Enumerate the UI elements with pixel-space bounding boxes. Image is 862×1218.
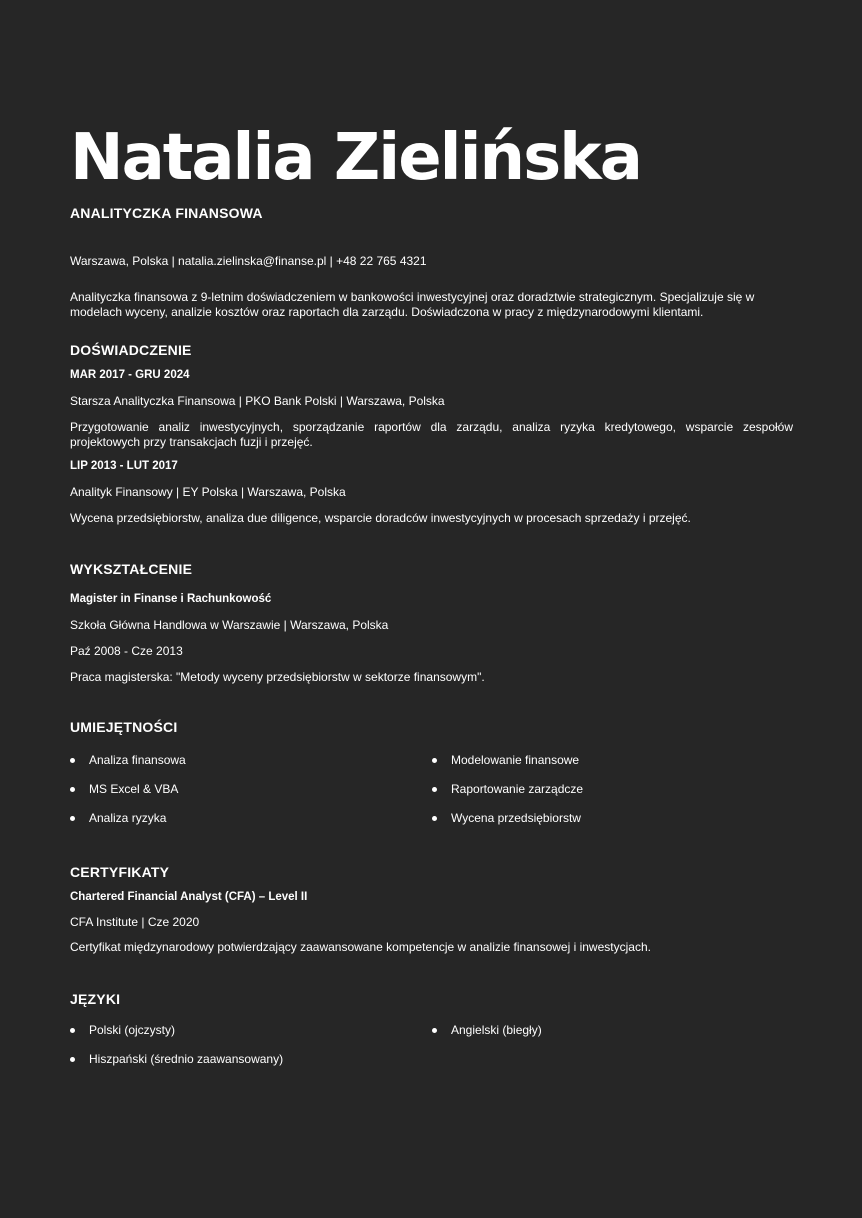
experience-entry bbox=[70, 459, 793, 526]
skill-item bbox=[432, 753, 793, 768]
certificate-issuer: CFA Institute | Cze 2020 bbox=[70, 915, 200, 929]
skill-label: MS Excel & VBA bbox=[89, 782, 179, 796]
section-title-skills: UMIEJĘTNOŚCI bbox=[70, 719, 178, 735]
languages-section bbox=[70, 990, 793, 1067]
education-section bbox=[70, 560, 793, 685]
certificate-name: Chartered Financial Analyst (CFA) – Level II bbox=[70, 891, 308, 903]
certificate-description: Certyfikat międzynarodowy potwierdzający zaawansowane kompetencje w analizie finansowej i inwestycjach. bbox=[70, 940, 651, 954]
bullet-icon bbox=[432, 758, 437, 763]
education-degree: Magister in Finanse i Rachunkowość bbox=[70, 593, 272, 605]
language-item bbox=[70, 1052, 432, 1067]
job-title: ANALITYCZKA FINANSOWA bbox=[70, 205, 263, 221]
skill-label: Wycena przedsiębiorstw bbox=[451, 811, 581, 825]
experience-dates: LIP 2013 - LUT 2017 bbox=[70, 460, 178, 472]
education-dates: Paź 2008 - Cze 2013 bbox=[70, 644, 183, 658]
section-title-certificates: CERTYFIKATY bbox=[70, 864, 170, 880]
experience-role: Analityk Finansowy | EY Polska | Warszawa, Polska bbox=[70, 485, 346, 499]
experience-description: Przygotowanie analiz inwestycyjnych, sporządzanie raportów dla zarządu, analiza ryzyka kredytowego, wsparcie zespołów projektowych przy transakcjach fuzji i przejęć. bbox=[70, 420, 793, 449]
skill-item bbox=[70, 782, 432, 797]
experience-role: Starsza Analityczka Finansowa | PKO Bank Polski | Warszawa, Polska bbox=[70, 394, 445, 408]
bullet-icon bbox=[432, 816, 437, 821]
skill-item bbox=[70, 811, 432, 826]
skill-label: Analiza ryzyka bbox=[89, 811, 167, 825]
bullet-icon bbox=[432, 787, 437, 792]
language-item bbox=[432, 1023, 793, 1038]
section-title-education: WYKSZTAŁCENIE bbox=[70, 561, 193, 577]
experience-description: Wycena przedsiębiorstw, analiza due diligence, wsparcie doradców inwestycyjnych w procesach sprzedaży i przejęć. bbox=[70, 511, 691, 525]
language-label: Polski (ojczysty) bbox=[89, 1023, 176, 1037]
education-thesis: Praca magisterska: "Metody wyceny przedsiębiorstw w sektorze finansowym". bbox=[70, 670, 485, 684]
contact-line: Warszawa, Polska | natalia.zielinska@finanse.pl | +48 22 765 4321 bbox=[70, 254, 427, 268]
bullet-icon bbox=[70, 1057, 75, 1062]
education-school: Szkoła Główna Handlowa w Warszawie | Warszawa, Polska bbox=[70, 618, 389, 632]
experience-entry bbox=[70, 368, 793, 450]
resume-page bbox=[70, 118, 793, 1067]
certificates-section bbox=[70, 863, 793, 955]
skill-label: Modelowanie finansowe bbox=[451, 753, 580, 767]
skill-label: Analiza finansowa bbox=[89, 753, 186, 767]
bullet-icon bbox=[70, 758, 75, 763]
language-item bbox=[70, 1023, 432, 1038]
skill-item bbox=[70, 753, 432, 768]
bullet-icon bbox=[70, 787, 75, 792]
skill-item bbox=[432, 811, 793, 826]
skills-section bbox=[70, 718, 793, 826]
experience-dates: MAR 2017 - GRU 2024 bbox=[70, 369, 190, 381]
section-title-languages: JĘZYKI bbox=[70, 991, 121, 1007]
candidate-name: Natalia Zielińska bbox=[70, 121, 641, 195]
skill-item bbox=[432, 782, 793, 797]
language-label: Angielski (biegły) bbox=[451, 1023, 542, 1037]
language-label: Hiszpański (średnio zaawansowany) bbox=[89, 1052, 284, 1066]
profile-summary: Analityczka finansowa z 9-letnim doświadczeniem w bankowości inwestycyjnej oraz doradztwie strategicznym. Specjalizuje się w modelach wyceny, analizie kosztów oraz raportach dla zarządu. Doświadczona w pracy z międzynarodowymi klientami. bbox=[70, 290, 755, 319]
bullet-icon bbox=[432, 1028, 437, 1033]
experience-section bbox=[70, 341, 793, 526]
languages-list bbox=[70, 1023, 793, 1067]
section-title-experience: DOŚWIADCZENIE bbox=[70, 342, 192, 358]
bullet-icon bbox=[70, 1028, 75, 1033]
skills-list bbox=[70, 753, 793, 826]
bullet-icon bbox=[70, 816, 75, 821]
skill-label: Raportowanie zarządcze bbox=[451, 782, 584, 796]
